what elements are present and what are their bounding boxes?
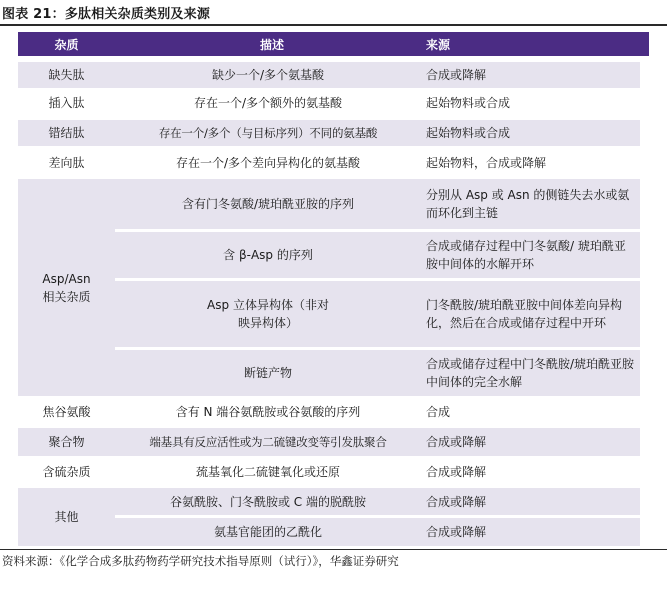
bottom-divider <box>0 549 667 550</box>
row-src-epimer: 起始物料，合成或降解 <box>426 156 547 170</box>
row-cat-epimer: 差向肽 <box>48 156 85 170</box>
row-desc-pyroglu: 含有 N 端谷氨酰胺或谷氨酸的序列 <box>175 405 361 419</box>
row-src-missing: 合成或降解 <box>421 62 640 88</box>
asp-desc-stereo <box>115 281 421 347</box>
row-src-polymer: 合成或降解 <box>421 428 640 456</box>
source-note: 资料来源：《化学合成多肽药物药学研究技术指导原则（试行）》，华鑫证券研究 <box>2 554 399 568</box>
row-src-mismatch: 起始物料或合成 <box>421 120 640 146</box>
asp-stereo-line1: Asp 立体异构体（非对 <box>207 298 329 312</box>
row-cat-other: 其他 <box>18 488 115 546</box>
row-src-insert: 起始物料或合成 <box>426 96 511 110</box>
header-source: 来源 <box>421 32 649 56</box>
asp-stereo-line2: 映异构体） <box>237 316 298 330</box>
divider <box>115 279 640 280</box>
header-description: 描述 <box>115 32 429 56</box>
row-cat-insert: 插入肽 <box>48 96 85 110</box>
asp-cat-line2: 相关杂质 <box>42 289 91 304</box>
asp-src-succinimide: 分别从 Asp 或 Asn 的侧链失去水或氨而环化到主链 <box>421 179 640 229</box>
row-desc-epimer: 存在一个/多个差向异构化的氨基酸 <box>175 156 361 170</box>
row-cat-polymer: 聚合物 <box>18 428 115 456</box>
asp-desc-beta: 含 β-Asp 的序列 <box>115 232 421 278</box>
row-desc-mismatch: 存在一个/多个（与目标序列）不同的氨基酸 <box>115 120 421 146</box>
impurity-table <box>18 32 640 542</box>
row-src-sulfur: 合成或降解 <box>426 465 487 479</box>
header-impurity: 杂质 <box>18 32 115 56</box>
row-cat-mismatch: 错结肽 <box>18 120 115 146</box>
row-cat-missing: 缺失肽 <box>18 62 115 88</box>
other-src-deamidation: 合成或降解 <box>421 488 640 515</box>
row-desc-sulfur: 巯基氧化二硫键氧化或还原 <box>195 465 340 479</box>
other-desc-deamidation: 谷氨酰胺、门冬酰胺或 C 端的脱酰胺 <box>115 488 421 515</box>
row-desc-polymer: 端基具有反应活性或为二硫键改变等引发肽聚合 <box>115 428 421 456</box>
divider <box>115 516 640 517</box>
other-src-acetylation: 合成或降解 <box>421 518 640 546</box>
other-desc-acetylation: 氨基官能团的乙酰化 <box>115 518 421 546</box>
row-desc-insert: 存在一个/多个额外的氨基酸 <box>193 96 343 110</box>
row-cat-sulfur: 含硫杂质 <box>42 465 91 479</box>
asp-cat-line1: Asp/Asn <box>42 271 91 286</box>
asp-src-beta: 合成或储存过程中门冬氨酸/ 琥珀酰亚胺中间体的水解开环 <box>421 232 640 278</box>
asp-src-stereo: 门冬酰胺/琥珀酰亚胺中间体差向异构化，然后在合成或储存过程中开环 <box>421 281 640 347</box>
row-src-pyroglu: 合成 <box>426 405 451 419</box>
asp-src-cleavage: 合成或储存过程中门冬酰胺/琥珀酰亚胺中间体的完全水解 <box>421 350 640 396</box>
asp-desc-cleavage: 断链产物 <box>115 350 421 396</box>
row-desc-missing: 缺少一个/多个氨基酸 <box>115 62 421 88</box>
title-divider <box>0 24 667 26</box>
divider <box>115 348 640 349</box>
divider <box>115 230 640 231</box>
row-cat-asp-asn <box>18 179 115 396</box>
figure-title: 图表 21：多肽相关杂质类别及来源 <box>2 7 211 22</box>
row-cat-pyroglu: 焦谷氨酸 <box>42 405 91 419</box>
asp-desc-succinimide: 含有门冬氨酸/琥珀酰亚胺的序列 <box>115 179 421 229</box>
